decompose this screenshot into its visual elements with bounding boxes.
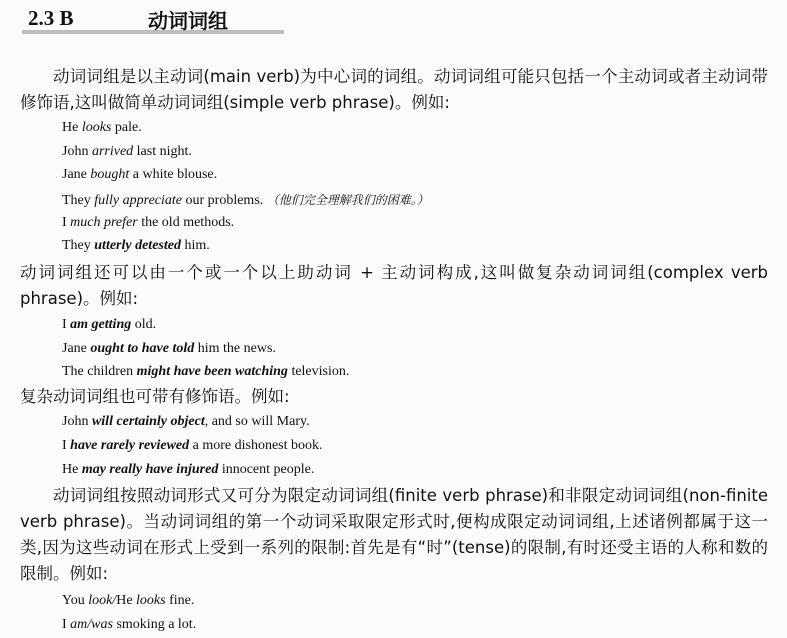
example-rest: him the news.	[194, 341, 276, 356]
example-subject: I	[62, 317, 71, 332]
example-subject: I	[62, 617, 71, 632]
example-verb: am getting	[70, 317, 132, 332]
example-9	[62, 364, 349, 380]
example-verb: arrived	[91, 144, 134, 159]
example-13	[62, 593, 194, 609]
example-verb: bought	[90, 167, 130, 182]
example-verb: might have been watching	[136, 364, 288, 379]
example-subject: The children	[62, 364, 137, 379]
example-subject: He	[62, 462, 82, 477]
example-rest: a white blouse.	[129, 167, 218, 182]
example-rest: old.	[131, 317, 157, 332]
example-verb: may really have injured	[81, 462, 219, 477]
paragraph-finite-non-finite: 动词词组按照动词形式又可分为限定动词词组(finite verb phrase)和非限定动词词组(non-finite verb phrase)。当动词词组的第一个动词采取限定形式时,便构成限定动词词组,上述诸例都属于这一类,因为这些动词在形式上受到一系列的限制:首先是有“时”(tense)的限制,有时还受主语的人称和数的限制。例如:	[20, 486, 768, 583]
example-rest: innocent people.	[218, 462, 315, 477]
example-3	[62, 167, 217, 183]
example-subject: John	[62, 144, 92, 159]
example-8	[62, 341, 276, 357]
example-subject: They	[62, 238, 95, 253]
example-rest: , and so will Mary.	[204, 414, 310, 429]
example-verb: much prefer	[70, 215, 138, 230]
paragraph-simple-verb-phrase: 动词词组是以主动词(main verb)为中心词的词组。动词词组可能只包括一个主动词或者主动词带修饰语,这叫做简单动词词组(simple verb phrase)。例如:	[20, 67, 768, 112]
example-subject: Jane	[62, 341, 91, 356]
example-rest: fine.	[165, 593, 195, 608]
paragraph-complex-verb-phrase: 动词词组还可以由一个或一个以上助动词 + 主动词构成,这叫做复杂动词词组(complex verb phrase)。例如:	[20, 263, 768, 308]
example-rest: a more dishonest book.	[189, 438, 323, 453]
example-subject: You	[62, 593, 89, 608]
example-subject-2: He	[116, 593, 137, 608]
example-4	[62, 191, 429, 209]
example-subject: Jane	[62, 167, 91, 182]
example-rest: smoking a lot.	[112, 617, 197, 632]
paragraph-modifiers: 复杂动词词组也可带有修饰语。例如:	[20, 387, 290, 406]
example-subject: They	[62, 193, 95, 208]
example-rest: him.	[180, 238, 210, 253]
example-verb: fully appreciate	[94, 193, 182, 208]
example-2	[62, 144, 192, 160]
section-title: 动词词组	[148, 9, 228, 33]
example-rest: pale.	[111, 120, 142, 135]
example-11	[62, 438, 323, 454]
example-translation-note: （他们完全理解我们的困难。）	[266, 193, 429, 207]
example-verb: will certainly object	[91, 414, 205, 429]
example-rest: television.	[287, 364, 350, 379]
example-14	[62, 617, 196, 633]
example-rest: our problems.	[182, 193, 264, 208]
example-verb: am/was	[70, 617, 113, 632]
example-7	[62, 317, 156, 333]
example-12	[62, 462, 314, 478]
example-subject: I	[62, 438, 71, 453]
example-10	[62, 414, 310, 430]
example-subject: John	[62, 414, 92, 429]
example-verb: ought to have told	[90, 341, 195, 356]
example-verb: utterly detested	[94, 238, 181, 253]
example-verb: looks	[81, 120, 112, 135]
example-6	[62, 238, 210, 254]
example-verb: have rarely reviewed	[70, 438, 190, 453]
example-verb: look/	[88, 593, 117, 608]
example-1	[62, 120, 142, 136]
example-rest: last night.	[133, 144, 192, 159]
example-subject: He	[62, 120, 82, 135]
example-5	[62, 215, 234, 231]
example-rest: the old methods.	[137, 215, 235, 230]
example-subject: I	[62, 215, 71, 230]
section-number: 2.3 B	[28, 6, 74, 30]
example-verb-2: looks	[136, 593, 166, 608]
